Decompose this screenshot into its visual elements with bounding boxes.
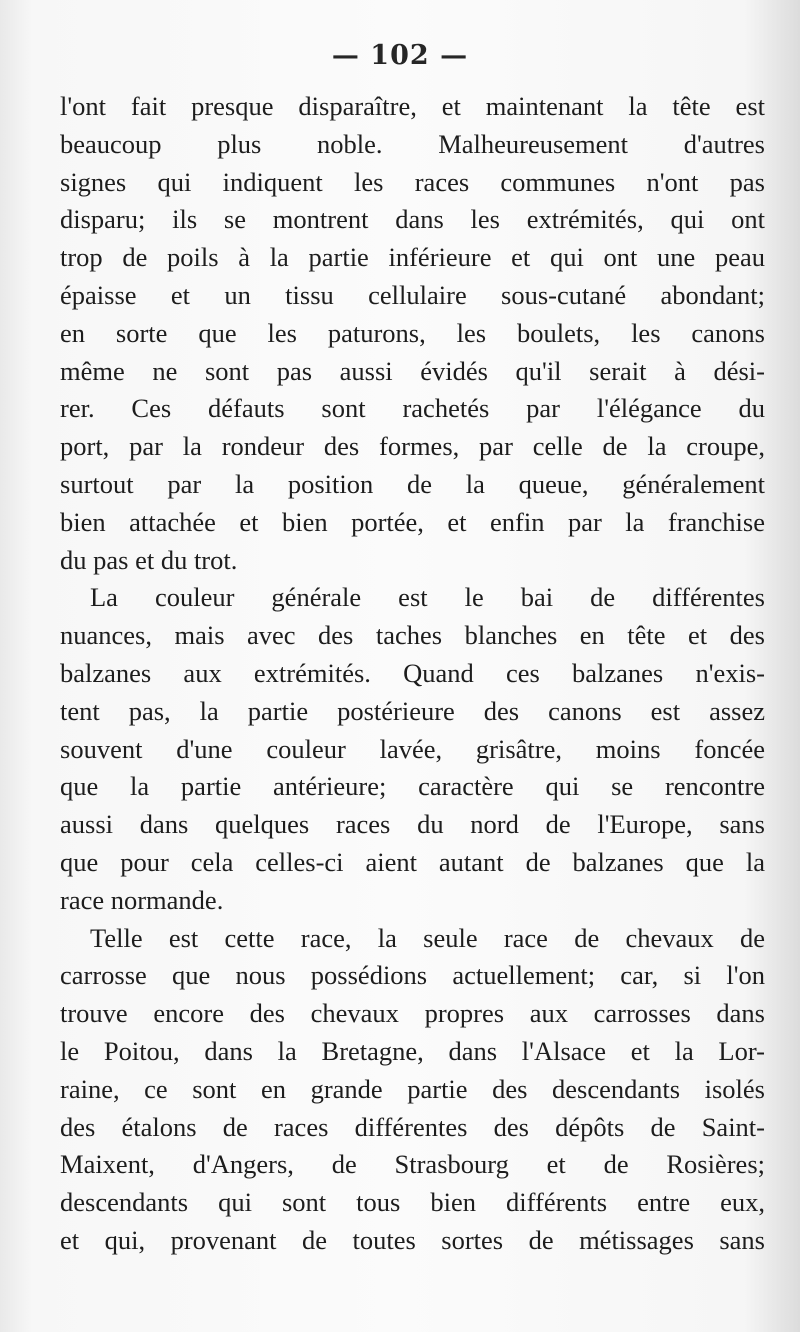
- text-line: aussi dans quelques races du nord de l'Europe, sans: [60, 809, 765, 840]
- text-line: en sorte que les paturons, les boulets, les canons: [60, 317, 765, 348]
- text-line: disparu; ils se montrent dans les extrémités, qui ont: [60, 204, 765, 235]
- text-line: souvent d'une couleur lavée, grisâtre, moins foncée: [60, 733, 765, 764]
- text-line: nuances, mais avec des taches blanches en tête et des: [60, 620, 765, 651]
- paragraph-3: [60, 920, 765, 1260]
- text-line: port, par la rondeur des formes, par celle de la croupe,: [60, 431, 765, 462]
- text-line: du pas et du trot.: [60, 544, 238, 575]
- text-line: signes qui indiquent les races communes n'ont pas: [60, 166, 765, 197]
- text-line: trop de poils à la partie inférieure et qui ont une peau: [60, 242, 765, 273]
- text-line: race normande.: [60, 884, 224, 915]
- text-line: l'ont fait presque disparaître, et maintenant la tête est: [60, 91, 765, 121]
- body-text: [60, 88, 765, 1260]
- text-line: trouve encore des chevaux propres aux carrosses dans: [60, 998, 765, 1029]
- text-line: bien attachée et bien portée, et enfin par la franchise: [60, 506, 765, 537]
- text-line: balzanes aux extrémités. Quand ces balzanes n'exis-: [60, 657, 765, 688]
- text-line: descendants qui sont tous bien différents entre eux,: [60, 1187, 765, 1218]
- paragraph-2: [60, 579, 765, 919]
- text-line: que la partie antérieure; caractère qui se rencontre: [60, 771, 765, 802]
- text-line: carrosse que nous possédions actuellement; car, si l'on: [60, 960, 765, 991]
- text-line: des étalons de races différentes des dépôts de Saint-: [60, 1111, 765, 1142]
- text-line: raine, ce sont en grande partie des descendants isolés: [60, 1073, 765, 1104]
- text-line: surtout par la position de la queue, généralement: [60, 468, 765, 499]
- text-line: Maixent, d'Angers, de Strasbourg et de Rosières;: [60, 1149, 765, 1180]
- text-line: épaisse et un tissu cellulaire sous-cutané abondant;: [60, 279, 765, 310]
- text-line: le Poitou, dans la Bretagne, dans l'Alsace et la Lor-: [60, 1035, 765, 1066]
- text-line: et qui, provenant de toutes sortes de métissages sans: [60, 1224, 765, 1255]
- page-number: — 102 —: [331, 40, 469, 71]
- text-line: Telle est cette race, la seule race de chevaux de: [90, 922, 765, 953]
- text-line: que pour cela celles-ci aient autant de balzanes que la: [60, 846, 765, 877]
- text-line: beaucoup plus noble. Malheureusement d'autres: [60, 128, 765, 159]
- text-line: même ne sont pas aussi évidés qu'il serait à dési-: [60, 355, 765, 386]
- text-line: La couleur générale est le bai de différentes: [90, 582, 765, 613]
- text-line: rer. Ces défauts sont rachetés par l'élégance du: [60, 393, 765, 424]
- text-line: tent pas, la partie postérieure des canons est assez: [60, 695, 765, 726]
- paragraph-1: [60, 88, 765, 579]
